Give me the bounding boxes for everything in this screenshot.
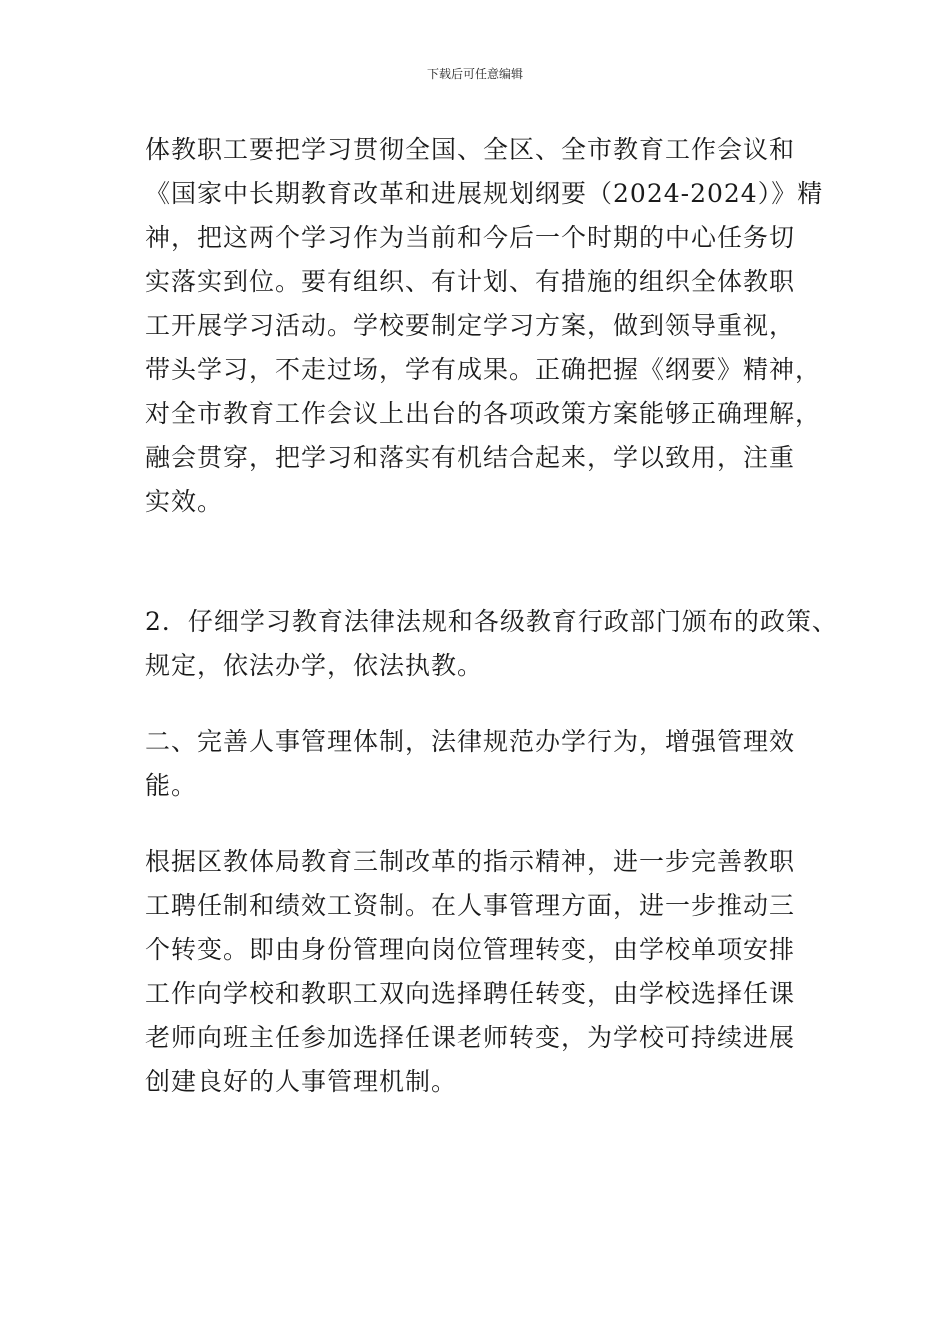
text-line: 个转变。即由身份管理向岗位管理转变，由学校单项安排 [145, 935, 796, 964]
text-line: 实落实到位。要有组织、有计划、有措施的组织全体教职 [145, 267, 796, 296]
section-heading-personnel [145, 720, 825, 808]
text-line: 工开展学习活动。学校要制定学习方案，做到领导重视， [145, 311, 796, 340]
text-line: 2．仔细学习教育法律法规和各级教育行政部门颁布的政策、 [145, 607, 838, 636]
text-line: 融会贯穿，把学习和落实有机结合起来，学以致用，注重 [145, 443, 796, 472]
paragraph-personnel-reform [145, 840, 825, 1104]
header-note: 下载后可任意编辑 [426, 67, 523, 81]
text-line: 对全市教育工作会议上出台的各项政策方案能够正确理解， [145, 399, 822, 428]
paragraph-laws-study [145, 600, 838, 688]
text-line: 带头学习，不走过场，学有成果。正确把握《纲要》精神， [145, 355, 822, 384]
text-line: 二、完善人事管理体制，法律规范办学行为，增强管理效 [145, 727, 796, 756]
text-line: 规定，依法办学，依法执教。 [145, 651, 484, 680]
text-line: 实效。 [145, 487, 224, 516]
text-line: 神，把这两个学习作为当前和今后一个时期的中心任务切 [145, 223, 796, 252]
text-line: 《国家中长期教育改革和进展规划纲要（2024-2024）》精 [145, 179, 824, 208]
text-line: 创建良好的人事管理机制。 [145, 1067, 458, 1096]
text-line: 工作向学校和教职工双向选择聘任转变，由学校选择任课 [145, 979, 796, 1008]
text-line: 根据区教体局教育三制改革的指示精神，进一步完善教职 [145, 847, 796, 876]
text-line: 老师向班主任参加选择任课老师转变，为学校可持续进展 [145, 1023, 796, 1052]
text-line: 能。 [145, 771, 198, 800]
text-line: 体教职工要把学习贯彻全国、全区、全市教育工作会议和 [145, 135, 796, 164]
text-line: 工聘任制和绩效工资制。在人事管理方面，进一步推动三 [145, 891, 796, 920]
paragraph-study-meetings [145, 128, 825, 524]
